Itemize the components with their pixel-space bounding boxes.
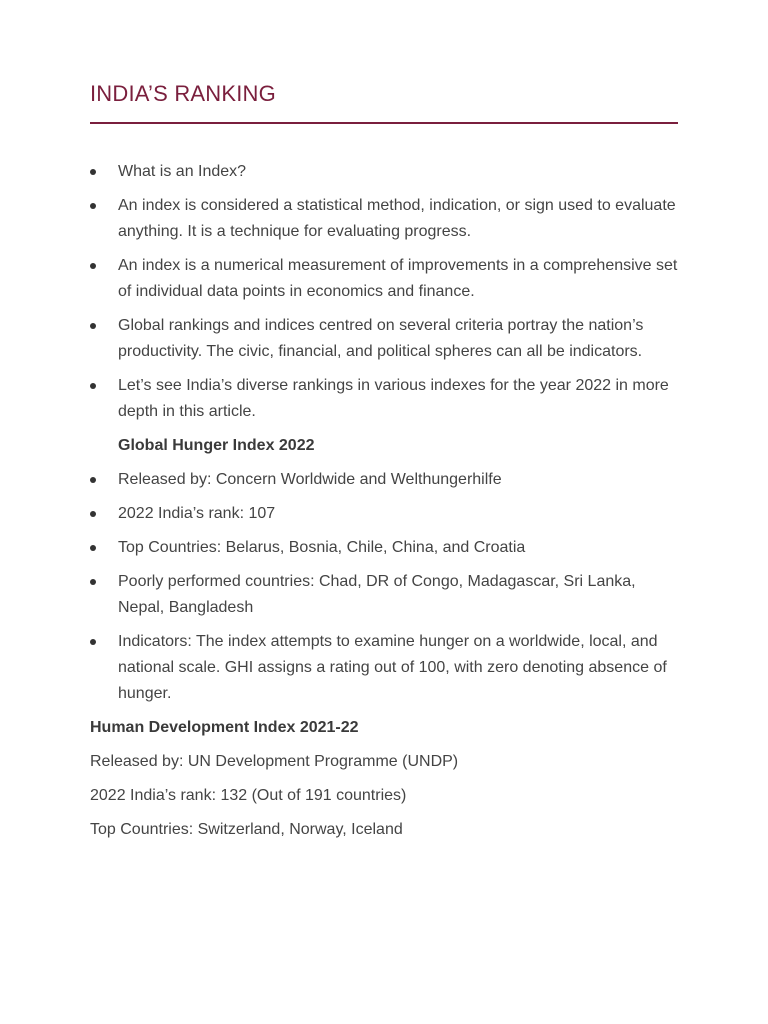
bullet-text: An index is a numerical measurement of improvements in a comprehensive set of individual data points in economics and finance. bbox=[118, 257, 678, 300]
list-item bbox=[90, 253, 680, 305]
bullet-icon bbox=[90, 383, 96, 389]
hdi-heading: Human Development Index 2021-22 bbox=[90, 719, 359, 736]
list-item bbox=[90, 467, 680, 493]
bullet-text: An index is considered a statistical method, indication, or sign used to evaluate anything. It is a technique for evaluating progress. bbox=[118, 197, 676, 240]
bullet-icon bbox=[90, 203, 96, 209]
bullet-text: Released by: Concern Worldwide and Welthungerhilfe bbox=[118, 471, 502, 488]
page-title: INDIA’S RANKING bbox=[90, 81, 276, 106]
bullet-icon bbox=[90, 579, 96, 585]
list-item bbox=[90, 373, 680, 425]
ghi-heading: Global Hunger Index 2022 bbox=[118, 437, 315, 454]
bullet-text: Global rankings and indices centred on several criteria portray the nation’s productivity. The civic, financial, and political spheres can all be indicators. bbox=[118, 317, 644, 360]
list-item bbox=[90, 159, 680, 185]
list-item bbox=[90, 193, 680, 245]
bullet-text: Top Countries: Belarus, Bosnia, Chile, China, and Croatia bbox=[118, 539, 526, 556]
bullet-text: 2022 India’s rank: 107 bbox=[118, 505, 276, 522]
bullet-text: What is an Index? bbox=[118, 163, 247, 180]
bullet-icon bbox=[90, 511, 96, 517]
bullet-text: Let’s see India’s diverse rankings in various indexes for the year 2022 in more depth in this article. bbox=[118, 377, 669, 420]
title-divider bbox=[90, 122, 678, 124]
bullet-text: Poorly performed countries: Chad, DR of Congo, Madagascar, Sri Lanka, Nepal, Bangladesh bbox=[118, 573, 636, 616]
bullet-icon bbox=[90, 323, 96, 329]
list-item bbox=[90, 535, 680, 561]
intro-bullet-list bbox=[90, 159, 680, 425]
bullet-icon bbox=[90, 477, 96, 483]
bullet-icon bbox=[90, 169, 96, 175]
bullet-icon bbox=[90, 263, 96, 269]
bullet-text: Indicators: The index attempts to examine hunger on a worldwide, local, and national scale. GHI assigns a rating out of 100, with zero denoting absence of hunger. bbox=[118, 633, 667, 702]
list-item bbox=[90, 629, 680, 707]
hdi-top-countries: Top Countries: Switzerland, Norway, Iceland bbox=[90, 821, 403, 838]
list-item bbox=[90, 569, 680, 621]
bullet-icon bbox=[90, 545, 96, 551]
hdi-india-rank: 2022 India’s rank: 132 (Out of 191 countries) bbox=[90, 787, 407, 804]
list-item bbox=[90, 501, 680, 527]
hdi-released-by: Released by: UN Development Programme (UNDP) bbox=[90, 753, 459, 770]
bullet-icon bbox=[90, 639, 96, 645]
list-item bbox=[90, 313, 680, 365]
document-body bbox=[90, 159, 680, 851]
ghi-bullet-list bbox=[90, 467, 680, 707]
